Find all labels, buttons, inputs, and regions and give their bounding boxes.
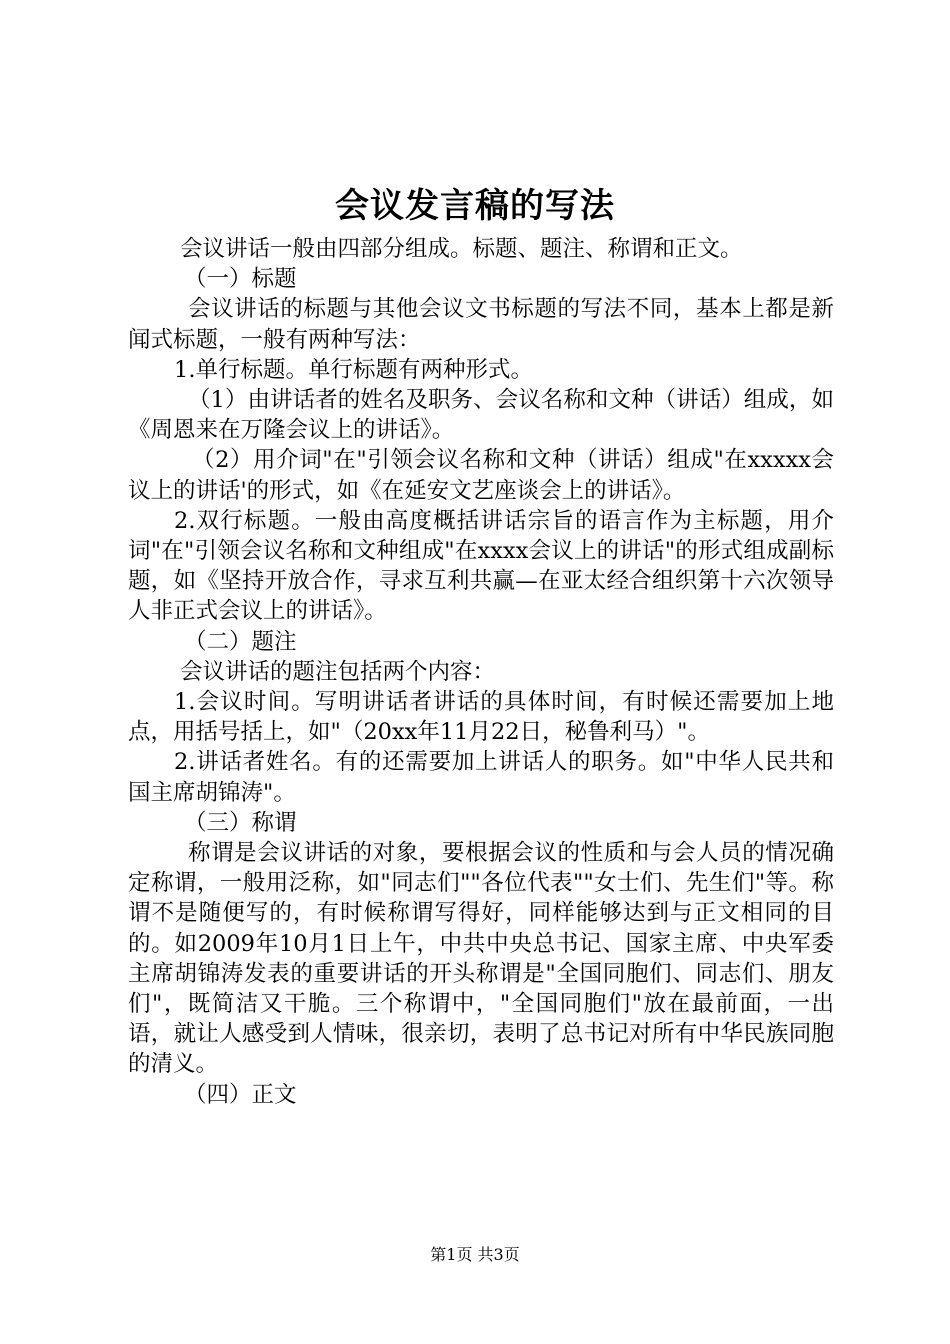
paragraph-salutation: 称谓是会议讲话的对象，要根据会议的性质和与会人员的情况确定称谓，一般用泛称，如"同志们""各位代表""女士们、先生们"等。称谓不是随便写的，有时候称谓写得好，同样能够达到与正文相同的目的。如2009年10月1日上午，中共中央总书记、国家主席、中央军委主席胡锦涛发表的重要讲话的开头称谓是"全国同胞们、同志们、朋友们"，既简洁又干脆。三个称谓中，"全国同胞们"放在最前面，一出语，就让人感受到人情味，很亲切，表明了总书记对所有中华民族同胞的清义。: [128, 840, 834, 1078]
paragraph-meeting-time: 1.会议时间。写明讲话者讲话的具体时间，有时候还需要加上地点，用括号括上，如"（20xx年11月22日，秘鲁利马）"。: [128, 689, 834, 746]
paragraph-form-1: （1）由讲话者的姓名及职务、会议名称和文种（讲话）组成，如《周恩来在万隆会议上的讲话》。: [128, 387, 834, 444]
paragraph-single-line-title: 1.单行标题。单行标题有两种形式。: [174, 356, 533, 383]
heading-body-section: （四）正文: [184, 1081, 297, 1108]
page-footer: 第1页 共3页: [430, 1245, 520, 1264]
paragraph-intro: 会议讲话一般由四部分组成。标题、题注、称谓和正文。: [180, 236, 743, 262]
document-body: [128, 234, 834, 1110]
paragraph-form-2: （2）用介词"在"引领会议名称和文种（讲话）组成"在xxxxx会议上的讲话'的形式，如《在延安文艺座谈会上的讲话》。: [128, 447, 834, 504]
paragraph-title-description: 会议讲话的标题与其他会议文书标题的写法不同，基本上都是新闻式标题，一般有两种写法：: [128, 296, 834, 353]
document-title: 会议发言稿的写法: [335, 186, 615, 226]
heading-annotation-section: （二）题注: [184, 628, 297, 655]
heading-title-section: （一）标题: [184, 266, 297, 293]
paragraph-double-line-title: 2.双行标题。一般由高度概括讲话宗旨的语言作为主标题，用介词"在"引领会议名称和文种组成"在xxxx会议上的讲话"的形式组成副标题，如《坚持开放合作，寻求互利共赢—在亚太经合组织第十六次领导人非正式会议上的讲话》。: [128, 507, 834, 625]
paragraph-speaker-name: 2.讲话者姓名。有的还需要加上讲话人的职务。如"中华人民共和国主席胡锦涛"。: [128, 749, 834, 806]
heading-salutation-section: （三）称谓: [184, 809, 297, 836]
paragraph-annotation-intro: 会议讲话的题注包括两个内容：: [180, 658, 496, 685]
